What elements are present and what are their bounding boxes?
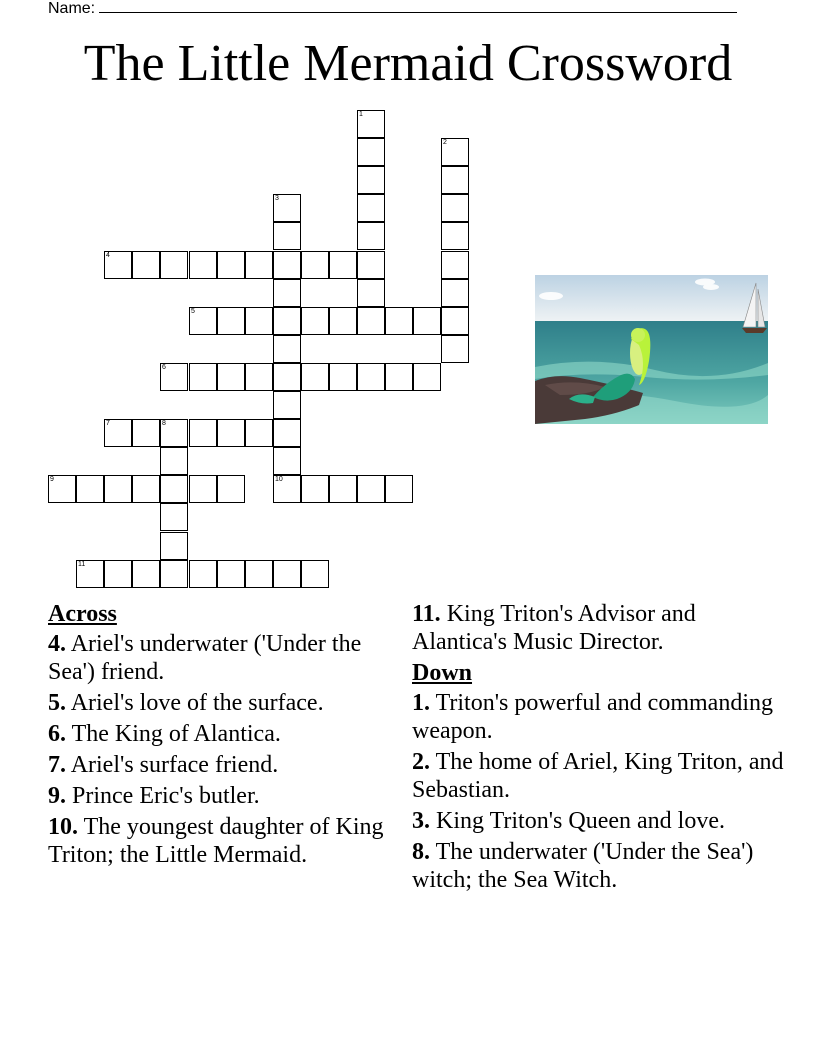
clue-number: 5	[191, 308, 195, 315]
grid-cell[interactable]	[273, 363, 301, 391]
across-heading: Across	[48, 601, 117, 627]
clue-number: 9	[50, 476, 54, 483]
grid-cell[interactable]	[357, 110, 385, 138]
clue-across-5: 5. Ariel's love of the surface.	[48, 690, 324, 716]
grid-cell[interactable]	[132, 475, 160, 503]
grid-cell[interactable]	[76, 475, 104, 503]
grid-cell[interactable]	[245, 363, 273, 391]
grid-cell[interactable]	[189, 363, 217, 391]
across-clues	[48, 600, 398, 872]
clue-number: 4	[106, 252, 110, 259]
grid-cell[interactable]	[217, 363, 245, 391]
clue-number: 8	[162, 420, 166, 427]
grid-cell[interactable]	[189, 307, 217, 335]
clue-across-6: 6. The King of Alantica.	[48, 721, 281, 747]
grid-cell[interactable]	[104, 475, 132, 503]
grid-cell[interactable]	[441, 307, 469, 335]
clue-across-11: 11. King Triton's Advisor and Alantica's Music Director.	[412, 601, 696, 655]
grid-cell[interactable]	[273, 194, 301, 222]
clue-down-2: 2. The home of Ariel, King Triton, and Sebastian.	[412, 749, 784, 803]
clue-number: 6	[162, 364, 166, 371]
grid-cell[interactable]	[132, 560, 160, 588]
grid-cell[interactable]	[245, 307, 273, 335]
grid-cell[interactable]	[273, 335, 301, 363]
grid-cell[interactable]	[441, 251, 469, 279]
grid-cell[interactable]	[273, 279, 301, 307]
clue-number: 1	[359, 111, 363, 118]
grid-cell[interactable]	[160, 532, 188, 560]
down-clues	[412, 600, 792, 897]
grid-cell[interactable]	[217, 307, 245, 335]
grid-cell[interactable]	[357, 279, 385, 307]
grid-cell[interactable]	[385, 363, 413, 391]
grid-cell[interactable]	[273, 419, 301, 447]
grid-cell[interactable]	[245, 560, 273, 588]
grid-cell[interactable]	[329, 251, 357, 279]
clue-across-7: 7. Ariel's surface friend.	[48, 752, 279, 778]
grid-cell[interactable]	[273, 475, 301, 503]
clue-across-10: 10. The youngest daughter of King Triton; the Little Mermaid.	[48, 814, 384, 868]
name-label: Name:	[48, 0, 96, 17]
grid-cell[interactable]	[441, 222, 469, 250]
grid-cell[interactable]	[357, 363, 385, 391]
clue-across-9: 9. Prince Eric's butler.	[48, 783, 260, 809]
grid-cell[interactable]	[160, 560, 188, 588]
clue-down-1: 1. Triton's powerful and commanding weapon.	[412, 690, 773, 744]
grid-cell[interactable]	[273, 391, 301, 419]
down-heading: Down	[412, 660, 473, 686]
grid-cell[interactable]	[217, 560, 245, 588]
grid-cell[interactable]	[160, 419, 188, 447]
mermaid-illustration	[535, 275, 768, 424]
grid-cell[interactable]	[329, 307, 357, 335]
grid-cell[interactable]	[160, 503, 188, 531]
grid-cell[interactable]	[160, 447, 188, 475]
grid-cell[interactable]	[441, 335, 469, 363]
grid-cell[interactable]	[160, 475, 188, 503]
grid-cell[interactable]	[160, 251, 188, 279]
name-line-blank	[99, 0, 737, 13]
grid-cell[interactable]	[104, 251, 132, 279]
grid-cell[interactable]	[245, 419, 273, 447]
grid-cell[interactable]	[132, 251, 160, 279]
clue-number: 2	[443, 139, 447, 146]
grid-cell[interactable]	[132, 419, 160, 447]
grid-cell[interactable]	[301, 251, 329, 279]
grid-cell[interactable]	[217, 419, 245, 447]
grid-cell[interactable]	[273, 447, 301, 475]
grid-cell[interactable]	[189, 560, 217, 588]
clue-number: 7	[106, 420, 110, 427]
grid-cell[interactable]	[104, 419, 132, 447]
grid-cell[interactable]	[189, 251, 217, 279]
clue-number: 3	[275, 195, 279, 202]
grid-cell[interactable]	[441, 279, 469, 307]
grid-cell[interactable]	[104, 560, 132, 588]
grid-cell[interactable]	[357, 194, 385, 222]
clue-number: 10	[275, 476, 283, 483]
grid-cell[interactable]	[273, 560, 301, 588]
grid-cell[interactable]	[357, 222, 385, 250]
grid-cell[interactable]	[357, 475, 385, 503]
clue-number: 11	[78, 561, 86, 568]
name-field[interactable]	[48, 0, 737, 18]
grid-cell[interactable]	[441, 166, 469, 194]
grid-cell[interactable]	[189, 475, 217, 503]
clue-down-3: 3. King Triton's Queen and love.	[412, 808, 725, 834]
grid-cell[interactable]	[385, 475, 413, 503]
grid-cell[interactable]	[273, 307, 301, 335]
grid-cell[interactable]	[217, 251, 245, 279]
sky	[535, 275, 768, 321]
grid-cell[interactable]	[273, 251, 301, 279]
grid-cell[interactable]	[189, 419, 217, 447]
grid-cell[interactable]	[441, 138, 469, 166]
grid-cell[interactable]	[245, 251, 273, 279]
grid-cell[interactable]	[413, 307, 441, 335]
clue-across-4: 4. Ariel's underwater ('Under the Sea') friend.	[48, 631, 362, 685]
grid-cell[interactable]	[301, 363, 329, 391]
grid-cell[interactable]	[357, 138, 385, 166]
grid-cell[interactable]	[329, 363, 357, 391]
grid-cell[interactable]	[273, 222, 301, 250]
grid-cell[interactable]	[357, 166, 385, 194]
grid-cell[interactable]	[76, 560, 104, 588]
grid-cell[interactable]	[329, 475, 357, 503]
grid-cell[interactable]	[413, 363, 441, 391]
grid-cell[interactable]	[357, 251, 385, 279]
clue-down-8: 8. The underwater ('Under the Sea') witch; the Sea Witch.	[412, 839, 754, 893]
grid-cell[interactable]	[385, 307, 413, 335]
page-title: The Little Mermaid Crossword	[83, 35, 733, 92]
grid-cell[interactable]	[357, 307, 385, 335]
grid-cell[interactable]	[48, 475, 76, 503]
grid-cell[interactable]	[160, 363, 188, 391]
grid-cell[interactable]	[301, 475, 329, 503]
grid-cell[interactable]	[441, 194, 469, 222]
grid-cell[interactable]	[301, 560, 329, 588]
grid-cell[interactable]	[301, 307, 329, 335]
grid-cell[interactable]	[217, 475, 245, 503]
